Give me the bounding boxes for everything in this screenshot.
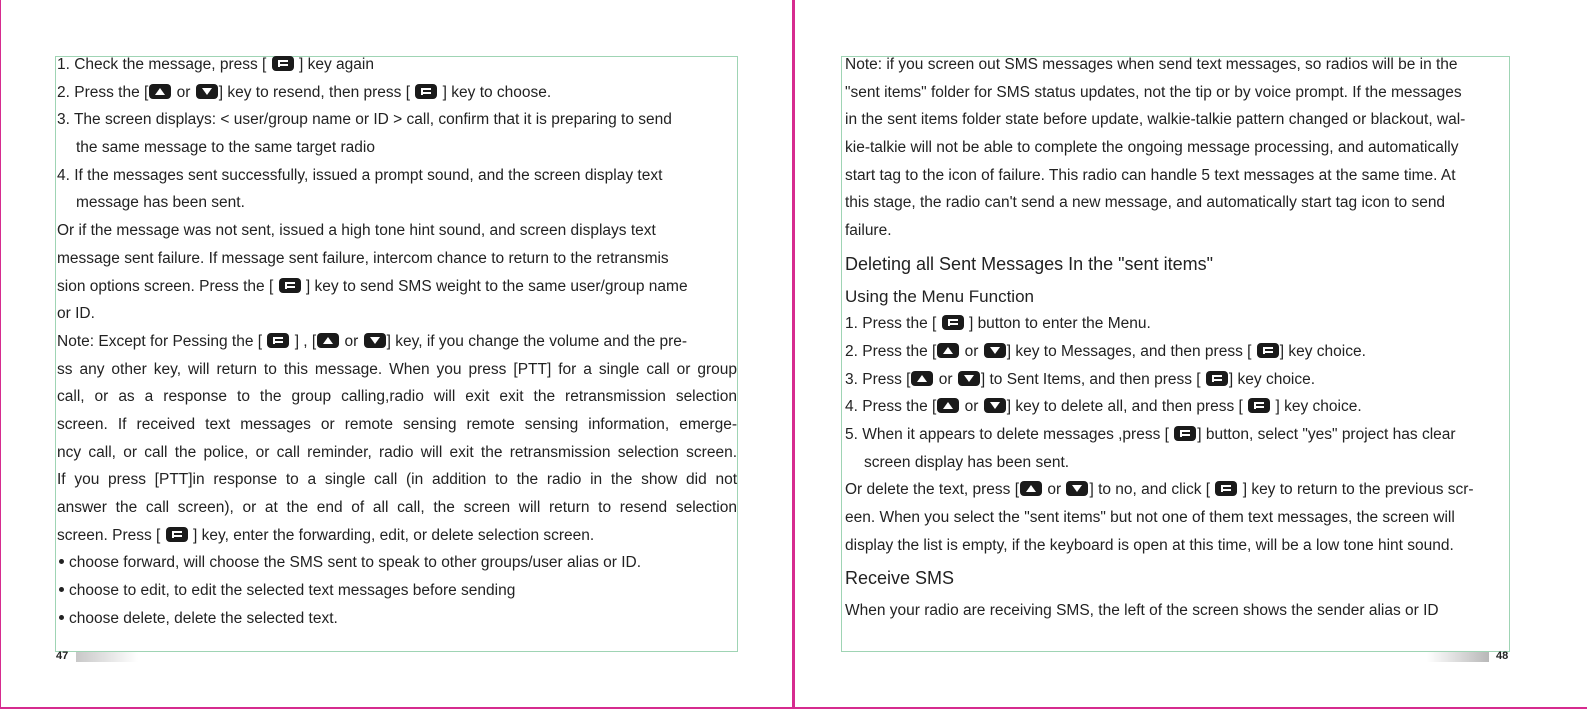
page-number: 48: [1496, 650, 1509, 662]
note-line: screen. If received text messages or remote sensing remote sensing information, emerge-: [57, 415, 737, 433]
step-2: [845, 338, 1507, 366]
step-3-cont: the same message to the same target radio: [76, 139, 375, 157]
menu-key-icon: [1206, 371, 1228, 386]
paragraph-line: display the list is empty, if the keyboard is open at this time, will be a low tone hint sound.: [845, 536, 1454, 554]
text: ] , [: [294, 332, 317, 350]
menu-key-icon: [942, 315, 964, 330]
note-line: ss any other key, will return to this message. When you press [PTT] for a single call or group: [57, 360, 737, 378]
text: ] key to resend, then press [: [218, 83, 411, 101]
note-line: "sent items" folder for SMS status updates, not the tip or by voice prompt. If the messages: [845, 83, 1462, 101]
text: ] key to choose.: [442, 83, 552, 101]
menu-key-icon: [166, 527, 188, 542]
page-number-bar: [1427, 652, 1489, 662]
menu-key-icon: [1215, 481, 1237, 496]
note-line: in the sent items folder state before update, walkie-talkie pattern changed or blackout, wal-: [845, 111, 1466, 129]
paragraph-line: When your radio are receiving SMS, the left of the screen shows the sender alias or ID: [845, 602, 1439, 620]
text: Or delete the text, press [: [845, 481, 1020, 499]
text: 1. Check the message, press [: [57, 56, 267, 73]
note-line: call, or as a response to the group calling,radio will exit exit the retransmission selection: [57, 388, 737, 406]
text: ] key, if you change the volume and the pre-: [386, 332, 688, 350]
note-line: answer the call screen), or at the end of all call, the screen will return to resend selection: [57, 499, 737, 516]
text: ] key again: [298, 56, 374, 73]
paragraph-line: Or if the message was not sent, issued a high tone hint sound, and screen displays text: [57, 222, 656, 240]
page-number: 47: [56, 650, 69, 662]
down-arrow-key-icon: [958, 371, 980, 386]
text: 1. Press the [: [845, 315, 937, 333]
note-line: start tag to the icon of failure. This radio can handle 5 text messages at the same time. At: [845, 166, 1456, 184]
down-arrow-key-icon: [1066, 481, 1088, 496]
menu-key-icon: [415, 84, 437, 99]
step-4-cont: message has been sent.: [76, 194, 245, 212]
text: choose forward, will choose the SMS sent to speak to other groups/user alias or ID.: [69, 554, 642, 572]
text: ] button to enter the Menu.: [968, 315, 1151, 333]
note-line: failure.: [845, 222, 892, 240]
step-5-cont: screen display has been sent.: [864, 453, 1070, 471]
down-arrow-key-icon: [364, 333, 386, 348]
text: or: [176, 83, 191, 101]
page-48: [795, 0, 1587, 709]
up-arrow-key-icon: [1020, 481, 1042, 496]
bullet-item: [57, 549, 737, 577]
text: ] key to delete all, and then press [: [1006, 398, 1243, 416]
text: 4. Press the [: [845, 398, 937, 416]
page-number-bar: [76, 652, 138, 662]
paragraph-line: message sent failure. If message sent failure, intercom chance to return to the retransmis: [57, 249, 669, 267]
up-arrow-key-icon: [937, 398, 959, 413]
note-line: ncy call, or call the police, or call reminder, radio will exit the retransmission selection screen.: [57, 443, 737, 461]
section-heading: Deleting all Sent Messages In the "sent items": [845, 253, 1213, 274]
note-line: this stage, the radio can't send a new message, and automatically start tag icon to send: [845, 194, 1446, 212]
step-4: 4. If the messages sent successfully, issued a prompt sound, and the screen display text: [57, 166, 663, 184]
step-2: [57, 79, 737, 107]
note-line: [57, 522, 737, 550]
text: or: [1047, 481, 1062, 499]
step-4: [845, 393, 1507, 421]
menu-key-icon: [1248, 398, 1270, 413]
step-3: 3. The screen displays: < user/group name or ID > call, confirm that it is preparing to send: [57, 111, 672, 129]
up-arrow-key-icon: [317, 333, 339, 348]
text: ] to no, and click [: [1089, 481, 1211, 499]
text: 5. When it appears to delete messages ,press [: [845, 425, 1169, 443]
text: or: [344, 332, 359, 350]
note-line: If you press [PTT]in response to a single call (in addition to the radio in the show did not: [57, 471, 737, 489]
step-3: [845, 366, 1507, 394]
text: ] key to Messages, and then press [: [1006, 342, 1252, 360]
menu-key-icon: [279, 278, 301, 293]
page-48-content: [845, 51, 1507, 625]
down-arrow-key-icon: [984, 398, 1006, 413]
text: choose delete, delete the selected text.: [69, 609, 338, 627]
paragraph-line: een. When you select the "sent items" but not one of them text messages, the screen will: [845, 509, 1455, 526]
page-47-content: [57, 51, 737, 632]
subsection-heading: Using the Menu Function: [845, 286, 1034, 306]
page-47: [0, 0, 792, 709]
step-1: [57, 51, 737, 79]
note-line: Note: if you screen out SMS messages when send text messages, so radios will be in the: [845, 56, 1458, 73]
text: 2. Press the [: [845, 342, 937, 360]
paragraph-line: [845, 476, 1507, 504]
text: Note: Except for Pessing the [: [57, 332, 263, 350]
menu-key-icon: [272, 56, 294, 71]
paragraph-line: [57, 273, 737, 301]
text: or: [964, 398, 979, 416]
text: ] key to return to the previous scr-: [1242, 481, 1474, 499]
menu-key-icon: [1174, 426, 1196, 441]
note-line: [57, 328, 737, 356]
bullet-item: [57, 577, 737, 605]
up-arrow-key-icon: [911, 371, 933, 386]
down-arrow-key-icon: [984, 343, 1006, 358]
text: ] button, select "yes" project has clear: [1197, 425, 1456, 443]
bullet-item: [57, 605, 737, 633]
up-arrow-key-icon: [937, 343, 959, 358]
text: sion options screen. Press the [: [57, 277, 274, 295]
text: ] key choice.: [1228, 370, 1316, 388]
bullet-icon: [59, 587, 64, 592]
section-heading: Receive SMS: [845, 568, 955, 589]
step-1: [845, 310, 1507, 338]
note-line: kie-talkie will not be able to complete the ongoing message processing, and automatically: [845, 139, 1459, 157]
text: choose to edit, to edit the selected text messages before sending: [69, 582, 516, 600]
bullet-icon: [59, 615, 64, 620]
text: or: [938, 370, 953, 388]
text: ] key choice.: [1279, 342, 1366, 360]
text: 2. Press the [: [57, 83, 149, 101]
text: ] to Sent Items, and then press [: [980, 370, 1201, 388]
text: or: [964, 342, 979, 360]
paragraph-line: or ID.: [57, 305, 95, 323]
step-5: [845, 421, 1507, 449]
text: screen. Press [: [57, 526, 161, 544]
text: 3. Press [: [845, 370, 911, 388]
text: ] key, enter the forwarding, edit, or delete selection screen.: [193, 526, 595, 544]
menu-key-icon: [267, 333, 289, 348]
text: ] key choice.: [1275, 398, 1362, 416]
bullet-icon: [59, 559, 64, 564]
down-arrow-key-icon: [196, 84, 218, 99]
up-arrow-key-icon: [149, 84, 171, 99]
text: ] key to send SMS weight to the same user/group name: [305, 277, 688, 295]
menu-key-icon: [1257, 343, 1279, 358]
